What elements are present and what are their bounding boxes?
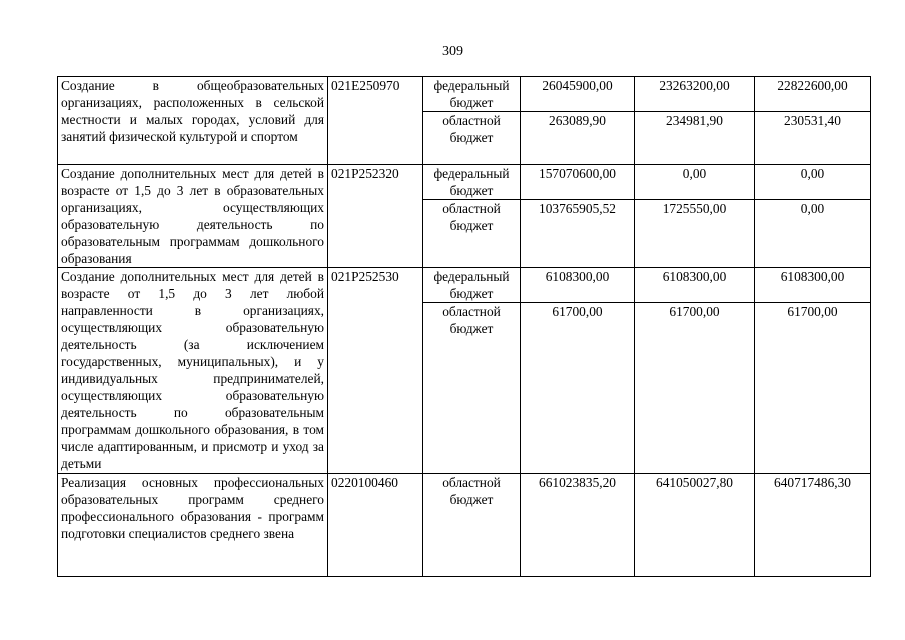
amount-year-3: 22822600,00 xyxy=(755,77,871,112)
amount-year-2: 23263200,00 xyxy=(635,77,755,112)
table-row xyxy=(58,165,871,200)
amount-year-3: 6108300,00 xyxy=(755,268,871,303)
table-row xyxy=(58,77,871,112)
amount-year-1: 157070600,00 xyxy=(521,165,635,200)
amount-year-1: 661023835,20 xyxy=(521,474,635,577)
row-code: 021E250970 xyxy=(328,77,423,165)
table-row xyxy=(58,474,871,577)
row-description: Создание дополнительных мест для детей в возрасте от 1,5 до 3 лет любой направленности в организациях, осуществляющих образовательную деятельность (за исключением государственных, муниципальных), и у индивидуальных предпринимателей, осуществляющих образовательную деятельность по образовательным программам дошкольного образования, в том числе адаптированным, и присмотр и уход за детьми xyxy=(58,268,328,474)
page-number: 309 xyxy=(442,44,463,59)
budget-table xyxy=(57,76,871,577)
amount-year-3: 640717486,30 xyxy=(755,474,871,577)
row-code: 021P252530 xyxy=(328,268,423,474)
amount-year-2: 6108300,00 xyxy=(635,268,755,303)
amount-year-3: 0,00 xyxy=(755,165,871,200)
amount-year-2: 641050027,80 xyxy=(635,474,755,577)
row-description: Создание дополнительных мест для детей в возрасте от 1,5 до 3 лет в образовательных организациях, осуществляющих образовательную деятельность по образовательным программам дошкольного образования xyxy=(58,165,328,268)
funding-source: областной бюджет xyxy=(423,474,521,577)
row-code: 0220100460 xyxy=(328,474,423,577)
amount-year-3: 61700,00 xyxy=(755,303,871,474)
funding-source: областной бюджет xyxy=(423,303,521,474)
amount-year-2: 1725550,00 xyxy=(635,200,755,268)
amount-year-2: 0,00 xyxy=(635,165,755,200)
amount-year-1: 263089,90 xyxy=(521,112,635,165)
amount-year-2: 234981,90 xyxy=(635,112,755,165)
amount-year-1: 6108300,00 xyxy=(521,268,635,303)
row-description: Создание в общеобразовательных организациях, расположенных в сельской местности и малых городах, условий для занятий физической культурой и спортом xyxy=(58,77,328,165)
table-row xyxy=(58,268,871,303)
row-description: Реализация основных профессиональных образовательных программ среднего профессионального образования - программ подготовки специалистов среднего звена xyxy=(58,474,328,577)
amount-year-3: 0,00 xyxy=(755,200,871,268)
funding-source: областной бюджет xyxy=(423,112,521,165)
amount-year-3: 230531,40 xyxy=(755,112,871,165)
row-code: 021P252320 xyxy=(328,165,423,268)
funding-source: областной бюджет xyxy=(423,200,521,268)
amount-year-1: 26045900,00 xyxy=(521,77,635,112)
amount-year-1: 61700,00 xyxy=(521,303,635,474)
funding-source: федеральный бюджет xyxy=(423,77,521,112)
funding-source: федеральный бюджет xyxy=(423,268,521,303)
amount-year-1: 103765905,52 xyxy=(521,200,635,268)
funding-source: федеральный бюджет xyxy=(423,165,521,200)
amount-year-2: 61700,00 xyxy=(635,303,755,474)
